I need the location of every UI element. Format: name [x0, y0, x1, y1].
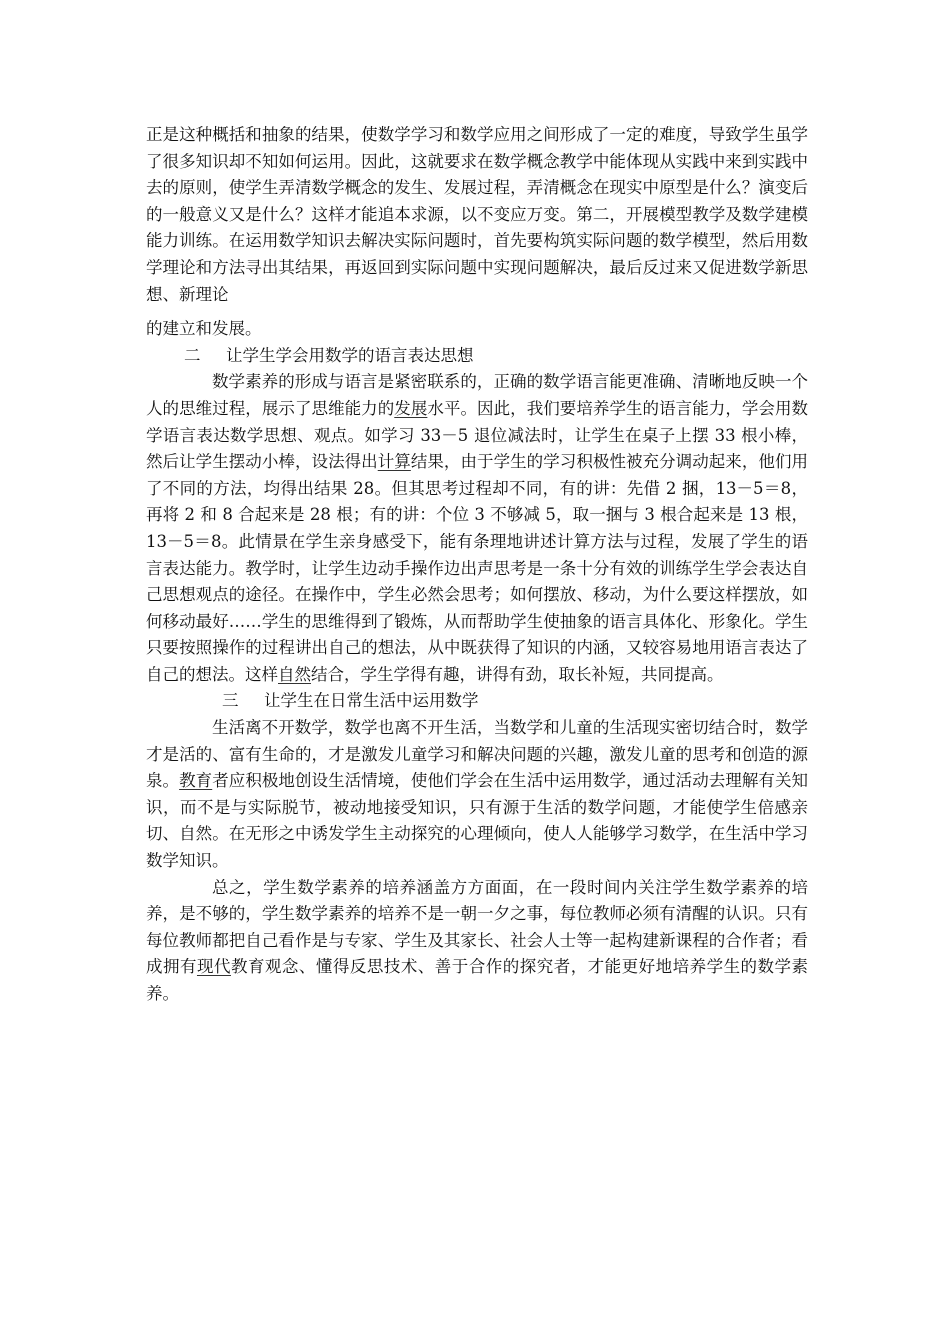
paragraph-intro	[146, 122, 808, 308]
link-calculation[interactable]: 计算	[377, 452, 411, 472]
section-heading-2	[146, 343, 808, 370]
paragraph-text: 总之，学生数学素养的培养涵盖方方面面，在一段时间内关注学生数学素养的培养，是不够的，学生数学素养的培养不是一朝一夕之事，每位教师必须有清醒的认识。只有每位教师都把自己看作是与专家、学生及其家长、社会人士等一起构建新课程的合作者；看成拥有	[146, 877, 808, 977]
paragraph-daily-life	[146, 715, 808, 875]
section-heading-3	[146, 688, 808, 715]
link-development[interactable]: 发展	[394, 398, 428, 418]
paragraph-intro-tail	[146, 316, 808, 343]
paragraph-conclusion	[146, 875, 808, 1008]
section-number-3: 三	[222, 691, 239, 711]
paragraph-text: 结果，由于学生的学习积极性被充分调动起来，他们用了不同的方法，均得出结果 28。但其思考过程却不同，有的讲：先借 2 捆，13－5＝8，再将 2 和 8 合起来是 28 根；有的讲：个位 3 不够减 5，取一捆与 3 根合起来是 13 根，13－5＝8。此情景在学生亲身感受下，能有条理地讲述计算方法与过程，发展了学生的语言表达能力。教学时，让学生边动手操作边出声思考是一条十分有效的训练学生学会表达自己思想观点的途径。在操作中，学生必然会思考；如何摆放、移动，为什么要这样摆放，如何移动最好……学生的思维得到了锻炼，从而帮助学生使抽象的语言具体化、形象化。学生只要按照操作的过程讲出自己的想法，从中既获得了知识的内涵，又较容易地用语言表达了自己的想法。这样	[146, 452, 809, 684]
link-education[interactable]: 教育	[179, 771, 213, 791]
paragraph-intro-text: 正是这种概括和抽象的结果，使数学学习和数学应用之间形成了一定的难度，导致学生虽学了很多知识却不知如何运用。因此，这就要求在数学概念教学中能体现从实践中来到实践中去的原则，使学生弄清数学概念的发生、发展过程，弄清概念在现实中原型是什么？演变后的一般意义又是什么？这样才能追本求源，以不变应万变。第二，开展模型教学及数学建模能力训练。在运用数学知识去解决实际问题时，首先要构筑实际问题的数学模型，然后用数学理论和方法寻出其结果，再返回到实际问题中实现问题解决，最后反过来又促进数学新思想、新理论	[146, 125, 808, 304]
paragraph-text: 生活离不开数学，数学也离不开生活，当数学和儿童的生活现实密切结合时，数学才是活的、富有生命的，才是激发儿童学习和解决问题的兴趣，激发儿童的思考和创造的源泉。	[146, 718, 808, 791]
link-modern[interactable]: 现代	[196, 957, 231, 977]
paragraph-text: 数学素养的形成与语言是紧密联系的，正确的数学语言能更准确、清晰地反映一个人的思维过程，展示了思维能力的	[146, 372, 808, 418]
document-body	[146, 122, 808, 1008]
paragraph-language	[146, 369, 808, 688]
section-number-2: 二	[184, 345, 201, 365]
paragraph-text: 水平。因此，我们要培养学生的语言能力，学会用数学语言表达数学思想、观点。如学习 33－5 退位减法时，让学生在桌子上摆 33 根小棒，然后让学生摆动小棒，设法得出	[146, 398, 809, 472]
paragraph-text: 者应积极地创设生活情境，使他们学会在生活中运用数学，通过活动去理解有关知识，而不是与实际脱节，被动地接受知识，只有源于生活的数学问题，才能使学生倍感亲切、自然。在无形之中诱发学生主动探究的心理倾向，使人人能够学习数学，在生活中学习数学知识。	[146, 771, 809, 871]
section-title-3: 让学生在日常生活中运用数学	[264, 691, 479, 711]
section-title-2: 让学生学会用数学的语言表达思想	[226, 345, 474, 365]
paragraph-text: 教育观念、懂得反思技术、善于合作的探究者，才能更好地培养学生的数学素养。	[146, 957, 809, 1003]
link-nature[interactable]: 自然	[278, 664, 311, 684]
paragraph-intro-tail-text: 的建立和发展。	[146, 319, 262, 339]
paragraph-text: 结合，学生学得有趣，讲得有劲，取长补短，共同提高。	[311, 664, 724, 684]
